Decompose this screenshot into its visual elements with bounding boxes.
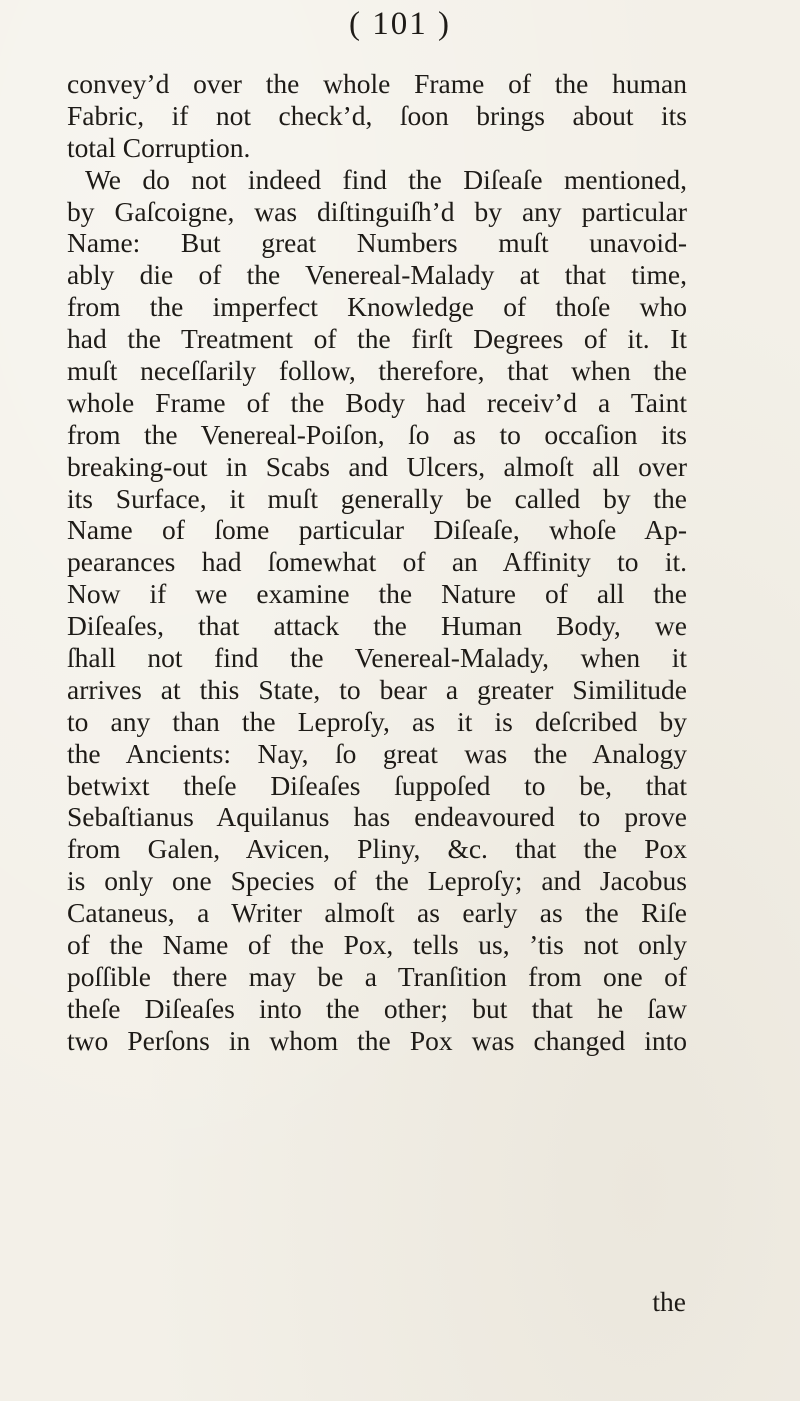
text-line: betwixt theſe Diſeaſes ſuppoſed to be, that	[67, 769, 687, 801]
text-line: is only one Species of the Leproſy; and Jacobus	[67, 865, 687, 897]
text-line: ably die of the Venereal-Malady at that time,	[67, 259, 687, 291]
text-line: pearances had ſomewhat of an Affinity to it.	[67, 546, 687, 578]
text-line: poſſible there may be a Tranſition from one of	[67, 960, 687, 992]
text-line: total Corruption.	[67, 131, 251, 163]
text-line: ſhall not find the Venereal-Malady, when it	[67, 642, 687, 674]
text-line: by Gaſcoigne, was diſtinguiſh’d by any particular	[67, 195, 687, 227]
text-line: from the Venereal-Poiſon, ſo as to occaſion its	[67, 418, 687, 450]
page-number: ( 101 )	[349, 6, 451, 42]
text-line: Diſeaſes, that attack the Human Body, we	[67, 610, 687, 642]
text-line: We do not indeed find the Diſeaſe mentioned,	[85, 163, 687, 195]
text-line: from the imperfect Knowledge of thoſe who	[67, 291, 687, 323]
body-text	[67, 68, 687, 1057]
text-line: Name: But great Numbers muſt unavoid-	[67, 227, 687, 259]
text-line: had the Treatment of the firſt Degrees of it. It	[67, 323, 687, 355]
text-line: from Galen, Avicen, Pliny, &c. that the Pox	[67, 833, 687, 865]
text-line: Now if we examine the Nature of all the	[67, 578, 687, 610]
text-line: to any than the Leproſy, as it is deſcribed by	[67, 705, 687, 737]
text-line: Cataneus, a Writer almoſt as early as the Riſe	[67, 897, 687, 929]
text-line: its Surface, it muſt generally be called by the	[67, 482, 687, 514]
text-line: Name of ſome particular Diſeaſe, whoſe Ap-	[67, 514, 687, 546]
text-line: muſt neceſſarily follow, therefore, that when the	[67, 355, 687, 387]
text-line: breaking-out in Scabs and Ulcers, almoſt all over	[67, 450, 687, 482]
text-line: arrives at this State, to bear a greater Similitude	[67, 673, 687, 705]
text-line: Fabric, if not check’d, ſoon brings about its	[67, 99, 687, 131]
text-line: Sebaſtianus Aquilanus has endeavoured to prove	[67, 801, 687, 833]
text-line: convey’d over the whole Frame of the human	[67, 68, 687, 99]
text-line: whole Frame of the Body had receiv’d a Taint	[67, 386, 687, 418]
text-line: theſe Diſeaſes into the other; but that he ſaw	[67, 992, 687, 1024]
text-line: the Ancients: Nay, ſo great was the Analogy	[67, 737, 687, 769]
text-line: two Perſons in whom the Pox was changed into	[67, 1024, 687, 1056]
catchword: the	[652, 1286, 686, 1317]
text-line: of the Name of the Pox, tells us, ’tis not only	[67, 929, 687, 961]
